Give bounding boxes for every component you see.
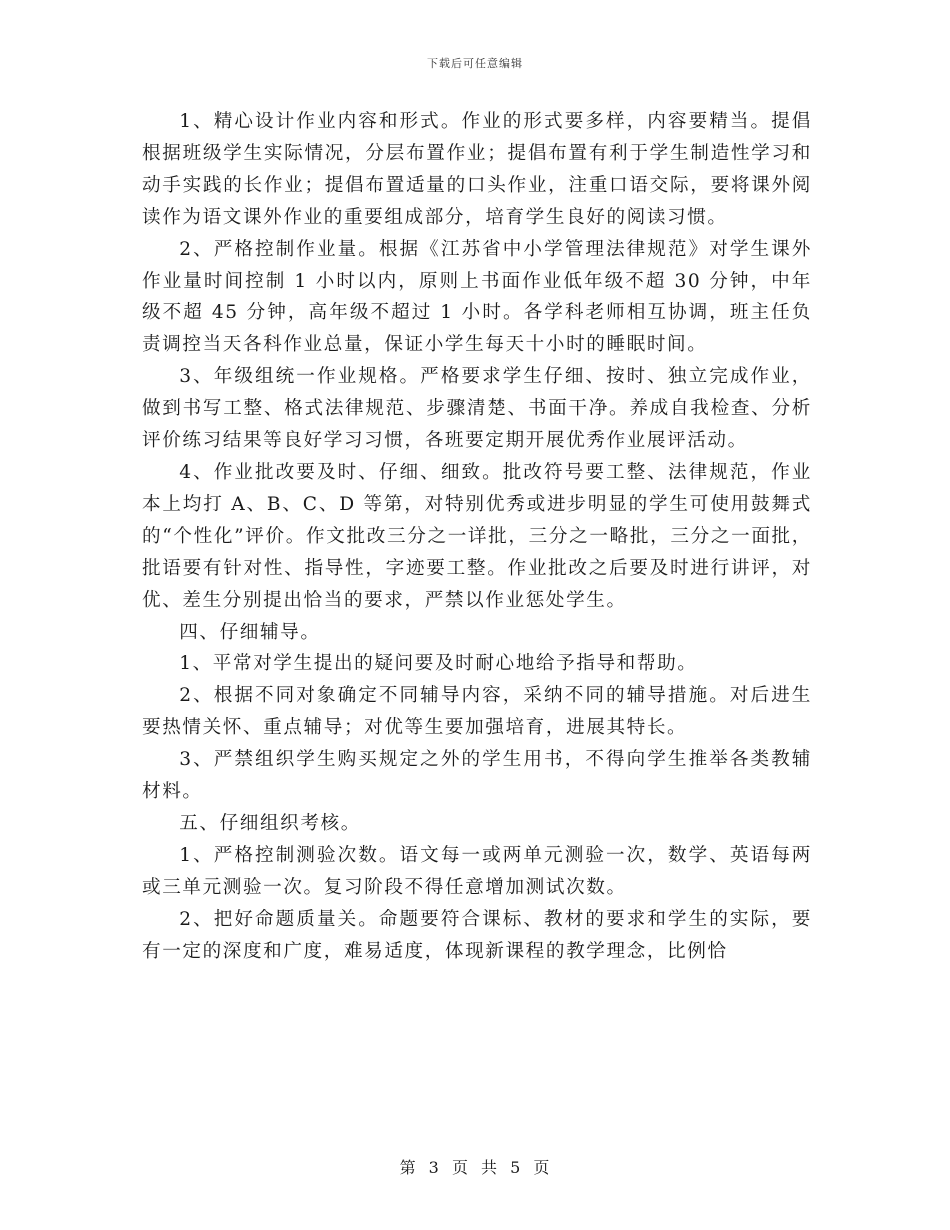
paragraph-assessment-1: 1、严格控制测验次数。语文每一或两单元测验一次，数学、英语每两或三单元测验一次。复习阶段不得任意增加测试次数。 [142,844,812,898]
page-number: 第 3 页 共 5 页 [399,1158,551,1177]
paragraph-homework-design: 1、精心设计作业内容和形式。作业的形式要多样，内容要精当。提倡根据班级学生实际情况，分层布置作业；提倡布置有利于学生制造性学习和动手实践的长作业；提倡布置适量的口头作业，注重口语交际，要将课外阅读作为语文课外作业的重要组成部分，培育学生良好的阅读习惯。 [142,111,812,228]
paragraph-tutoring-3: 3、严禁组织学生购买规定之外的学生用书，不得向学生推举各类教辅材料。 [142,749,812,803]
paragraph-tutoring-2: 2、根据不同对象确定不同辅导内容，采纳不同的辅导措施。对后进生要热情关怀、重点辅导；对优等生要加强培育，进展其特长。 [142,685,812,739]
paragraph-homework-format: 3、年级组统一作业规格。严格要求学生仔细、按时、独立完成作业，做到书写工整、格式法律规范、步骤清楚、书面干净。养成自我检查、分析评价练习结果等良好学习习惯，各班要定期开展优秀作业展评活动。 [142,366,812,452]
document-body [142,106,812,967]
paragraph-homework-amount: 2、严格控制作业量。根据《江苏省中小学管理法律规范》对学生课外作业量时间控制 1 小时以内，原则上书面作业低年级不超 30 分钟，中年级不超 45 分钟，高年级不超过 1 小时。各学科老师相互协调，班主任负责调控当天各科作业总量，保证小学生每天十小时的睡眠时间。 [142,238,812,356]
paragraph-homework-grading: 4、作业批改要及时、仔细、细致。批改符号要工整、法律规范，作业本上均打 A、B、C、D 等第，对特别优秀或进步明显的学生可使用鼓舞式的“个性化”评价。作文批改三分之一详批，三分之一略批，三分之一面批，批语要有针对性、指导性，字迹要工整。作业批改之后要及时进行讲评，对优、差生分别提出恰当的要求，严禁以作业惩处学生。 [142,461,812,611]
paragraph-assessment-2: 2、把好命题质量关。命题要符合课标、教材的要求和学生的实际，要有一定的深度和广度，难易适度，体现新课程的教学理念，比例恰 [142,908,812,962]
paragraph-tutoring-1: 1、平常对学生提出的疑问要及时耐心地给予指导和帮助。 [179,653,698,675]
page-header-note: 下载后可任意编辑 [427,57,523,70]
section-heading-assessment: 五、仔细组织考核。 [179,812,361,834]
section-heading-tutoring: 四、仔细辅导。 [179,621,321,643]
